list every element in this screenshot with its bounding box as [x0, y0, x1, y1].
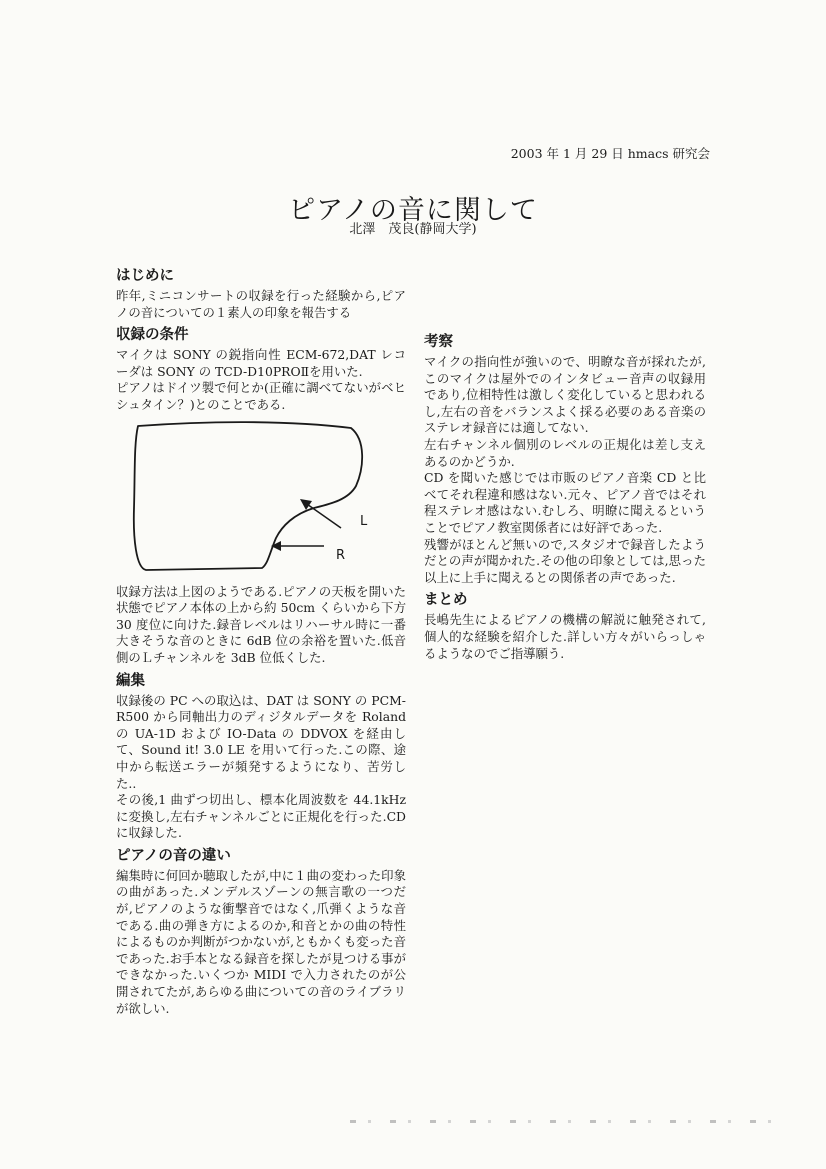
recording-paragraph-2: ピアノはドイツ製で何とか(正確に調べてないがベヒシュタイン？)とのことである. — [116, 380, 406, 412]
editing-paragraph-2: その後,1 曲ずつ切出し、標本化周波数を 44.1kHz に変換し,左右チャンネルごとに正規化を行った.CD に収録した. — [116, 792, 406, 841]
date-line: 2003 年 1 月 29 日 hmacs 研究会 — [510, 146, 710, 161]
editing-heading: 編集 — [116, 672, 145, 689]
author-line: 北澤 茂良(静岡大学) — [349, 222, 477, 237]
summary-paragraph: 長嶋先生によるピアノの機構の解説に触発されて,個人的な経験を紹介した.詳しい方々がいらっしゃるようなのでご指導願う. — [424, 612, 706, 661]
intro-paragraph: 昨年,ミニコンサートの収録を行った経験から,ピアノの音についての１素人の印象を報告する — [116, 288, 406, 320]
left-column — [116, 262, 406, 1017]
difference-paragraph: 編集時に何回か聴取したが,中に１曲の変わった印象の曲があった.メンデルスゾーンの無言歌の一つだが,ピアノのような衝撃音ではなく,爪弾くような音である.曲の弾き方によるのか,和音とかの曲の特性によるものか判断がつかないが,ともかくも変った音であった.お手本となる録音を探したが見つける事ができなかった.いくつか MIDI で入力されたのが公開されてたが,あらゆる曲についての音のライブラリが欲しい. — [116, 867, 406, 1016]
discussion-paragraph-4: 残響がほとんど無いので,スタジオで録音したようだとの声が聞かれた.その他の印象としては,思った以上に上手に聞えるとの関係者の声であった. — [424, 536, 706, 585]
discussion-paragraph-2: 左右チャンネル個別のレベルの正規化は差し支えあるのかどうか. — [424, 436, 706, 469]
right-column — [424, 262, 706, 662]
editing-paragraph-1: 収録後の PC への取込は、DAT は SONY の PCM-R500 から同軸出力のディジタルデータを Roland の UA-1D および IO-Data の DDVOX を経由して、Sound it! 3.0 LE を用いて行った.この際、途中から転送エラーが頻発するようになり、苦労した.. — [116, 692, 406, 791]
recording-paragraph-3: 収録方法は上図のようである.ピアノの天板を開いた状態でピアノ本体の上から約 50cm くらいから下方 30 度位に向けた.録音レベルはリハーサル時に一番大きそうな音のときに 6dB 位の余裕を置いた.低音側のＬチャンネルを 3dB 位低くした. — [116, 583, 406, 665]
discussion-paragraph-3: CD を聞いた感じでは市販のピアノ音楽 CD と比べてそれ程違和感はない.元々、ピアノ音ではそれ程ステレオ感はない.むしろ、明瞭に聞えるということでピアノ教室関係者には好評であった. — [424, 470, 706, 535]
paper-title: ピアノの音に関して — [288, 195, 538, 227]
intro-heading: はじめに — [116, 268, 174, 284]
label-l: L — [360, 513, 368, 529]
recording-paragraph-1: マイクは SONY の鋭指向性 ECM-672,DAT レコーダは SONY の TCD-D10PROⅡを用いた. — [116, 347, 406, 379]
piano-outline-drawing — [116, 418, 406, 578]
scan-artifact-line — [350, 1120, 790, 1123]
piano-outline — [134, 422, 362, 570]
discussion-paragraph-1: マイクの指向性が強いので、明瞭な音が採れたが,このマイクは屋外でのインタビュー音声の収録用であり,位相特性は激しく変化していると思われるし,左右の音をバランスよく採る必要のある音楽のステレオ録音には適してない. — [424, 354, 706, 436]
label-r: R — [336, 547, 346, 563]
discussion-heading: 考察 — [424, 334, 453, 350]
piano-mic-figure — [116, 418, 406, 578]
difference-heading: ピアノの音の違い — [116, 847, 231, 864]
recording-heading: 収録の条件 — [116, 327, 189, 344]
summary-heading: まとめ — [424, 592, 468, 609]
